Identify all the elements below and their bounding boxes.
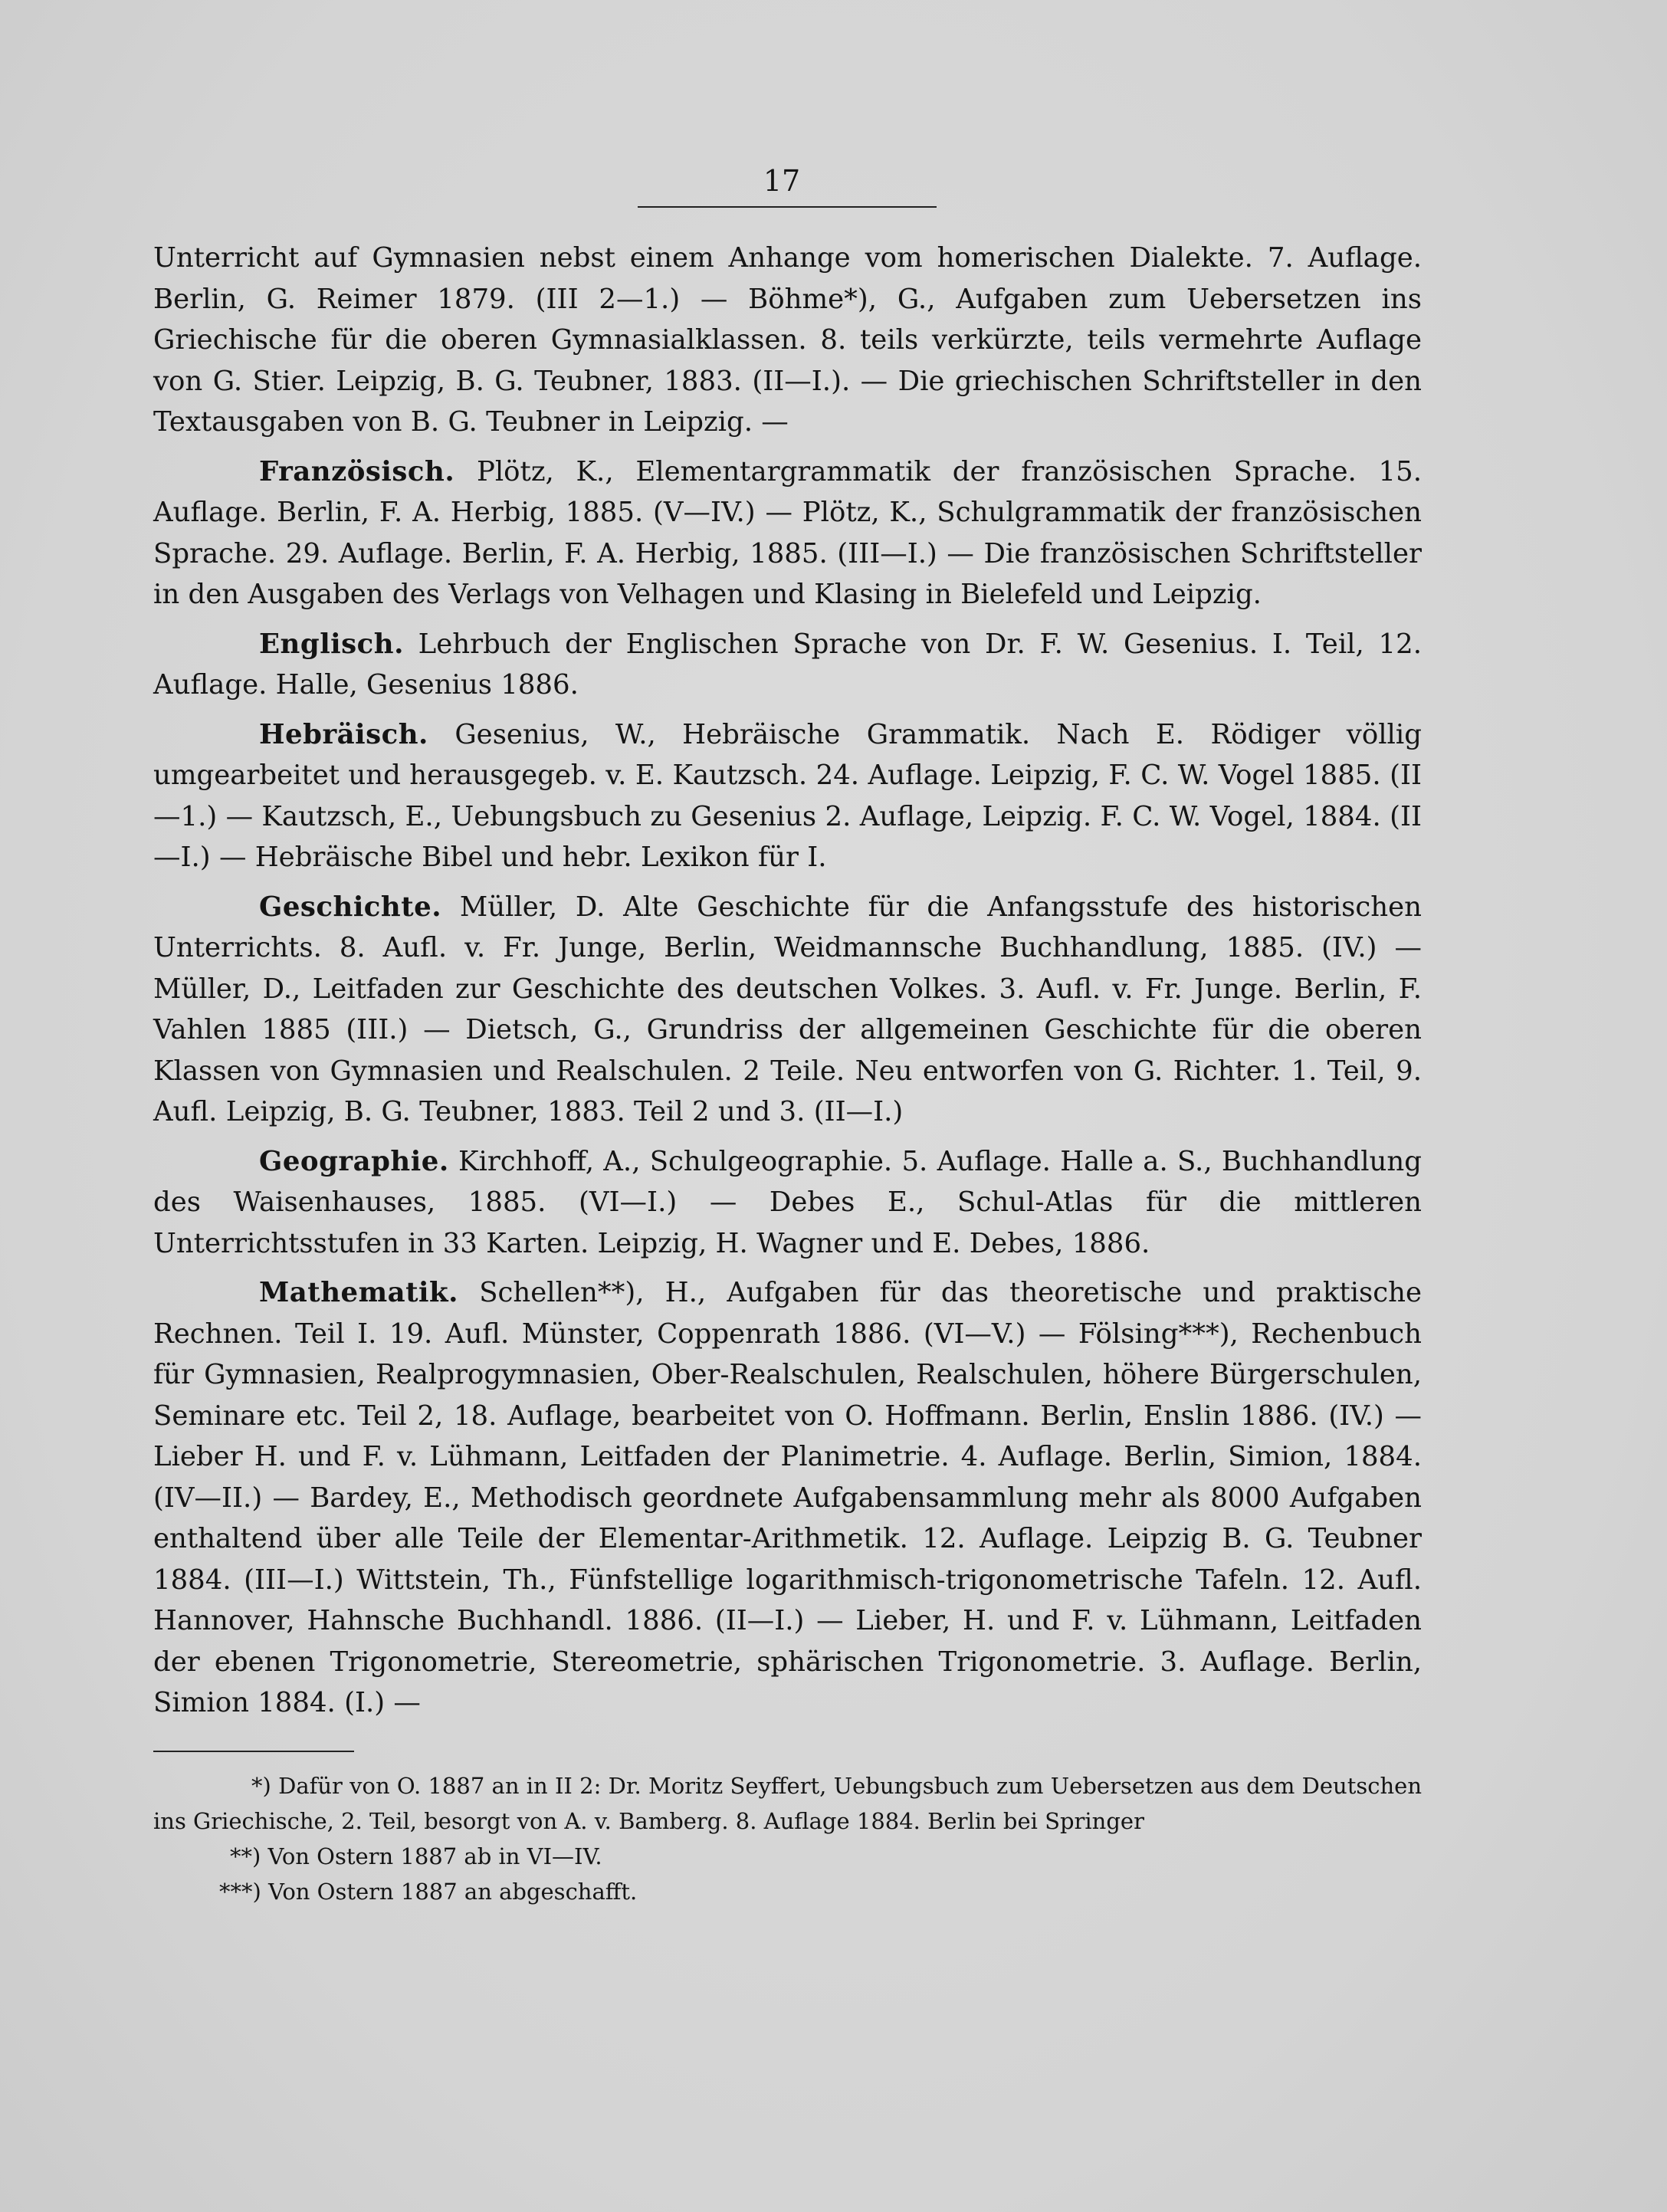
paragraph-geschichte: [153, 887, 1422, 1133]
section-heading: Französisch.: [259, 455, 455, 487]
paragraph-text: Unterricht auf Gymnasien nebst einem Anhange vom homerischen Dialekte. 7. Auflage. Berlin, G. Reimer 1879. (III 2—1.) — Böhme*), G., Aufgaben zum Uebersetzen ins Griechische für die oberen Gymnasialklassen. 8. teils verkürzte, teils vermehrte Auflage von G. Stier. Leipzig, B. G. Teubner, 1883. (II—I.). — Die griechischen Schriftsteller in den Textausgaben von B. G. Teubner in Leipzig. —: [153, 242, 1422, 438]
paragraph-geographie: [153, 1141, 1422, 1265]
paragraph-text: Kirchhoff, A., Schulgeographie. 5. Auflage. Halle a. S., Buchhandlung des Waisenhauses, 1885. (VI—I.) — Debes E., Schul-Atlas für die mittleren Unterrichtsstufen in 33 Karten. Leipzig, H. Wagner und E. Debes, 1886.: [153, 1145, 1422, 1259]
paragraph-text: Gesenius, W., Hebräische Grammatik. Nach E. Rödiger völlig umgearbeitet und herausgegeb. v. E. Kautzsch. 24. Auflage. Leipzig, F. C. W. Vogel 1885. (II—1.) — Kautzsch, E., Uebungsbuch zu Gesenius 2. Auflage, Leipzig. F. C. W. Vogel, 1884. (II—I.) — Hebräische Bibel und hebr. Lexikon für I.: [153, 718, 1422, 873]
paragraph-continuation: [153, 238, 1422, 443]
paragraph-text: Lehrbuch der Englischen Sprache von Dr. F. W. Gesenius. I. Teil, 12. Auflage. Halle, Gesenius 1886.: [153, 628, 1422, 701]
header-rule: [638, 206, 937, 208]
footnote: *) Dafür von O. 1887 an in II 2: Dr. Moritz Seyffert, Uebungsbuch zum Uebersetzen aus dem Deutschen ins Griechische, 2. Teil, besorgt von A. v. Bamberg. 8. Auflage 1884. Berlin bei Springer: [153, 1773, 1422, 1834]
section-heading: Geschichte.: [259, 891, 442, 923]
section-heading: Englisch.: [259, 628, 404, 660]
paragraph-mathematik: [153, 1272, 1422, 1724]
section-heading: Mathematik.: [259, 1277, 458, 1308]
footnote: ***) Von Ostern 1887 an abgeschafft.: [219, 1879, 638, 1905]
paragraph-text: Müller, D. Alte Geschichte für die Anfangsstufe des historischen Unterrichts. 8. Aufl. v. Fr. Junge, Berlin, Weidmannsche Buchhandlung, 1885. (IV.) — Müller, D., Leitfaden zur Geschichte des deutschen Volkes. 3. Aufl. v. Fr. Junge. Berlin, F. Vahlen 1885 (III.) — Dietsch, G., Grundriss der allgemeinen Geschichte für die oberen Klassen von Gymnasien und Realschulen. 2 Teile. Neu entworfen von G. Richter. 1. Teil, 9. Aufl. Leipzig, B. G. Teubner, 1883. Teil 2 und 3. (II—I.): [153, 891, 1422, 1127]
body-text: [153, 238, 1422, 1724]
paragraph-englisch: [153, 624, 1422, 706]
page-number: 17: [763, 164, 801, 198]
footnotes: [153, 1768, 1422, 1909]
section-heading: Hebräisch.: [259, 718, 428, 750]
paragraph-franzoesisch: [153, 451, 1422, 615]
footnote-rule: [153, 1751, 354, 1752]
section-heading: Geographie.: [259, 1145, 449, 1177]
footnote: **) Von Ostern 1887 ab in VI—IV.: [230, 1843, 602, 1869]
paragraph-hebraeisch: [153, 714, 1422, 878]
paragraph-text: Schellen**), H., Aufgaben für das theoretische und praktische Rechnen. Teil I. 19. Aufl. Münster, Coppenrath 1886. (VI—V.) — Fölsing***), Rechenbuch für Gymnasien, Realprogymnasien, Ober-Realschulen, Realschulen, höhere Bürgerschulen, Seminare etc. Teil 2, 18. Auflage, bearbeitet von O. Hoffmann. Berlin, Enslin 1886. (IV.) — Lieber H. und F. v. Lühmann, Leitfaden der Planimetrie. 4. Auflage. Berlin, Simion, 1884. (IV—II.) — Bardey, E., Methodisch geordnete Aufgabensammlung mehr als 8000 Aufgaben enthaltend über alle Teile der Elementar-Arithmetik. 12. Auflage. Leipzig B. G. Teubner 1884. (III—I.) Wittstein, Th., Fünfstellige logarithmisch-trigonometrische Tafeln. 12. Aufl. Hannover, Hahnsche Buchhandl. 1886. (II—I.) — Lieber, H. und F. v. Lühmann, Leitfaden der ebenen Trigonometrie, Stereometrie, sphärischen Trigonometrie. 3. Auflage. Berlin, Simion 1884. (I.) —: [153, 1277, 1422, 1718]
paragraph-text: Plötz, K., Elementargrammatik der französischen Sprache. 15. Auflage. Berlin, F. A. Herbig, 1885. (V—IV.) — Plötz, K., Schulgrammatik der französischen Sprache. 29. Auflage. Berlin, F. A. Herbig, 1885. (III—I.) — Die französischen Schriftsteller in den Ausgaben des Verlags von Velhagen und Klasing in Bielefeld und Leipzig.: [153, 455, 1422, 610]
document-page: [153, 0, 1422, 2212]
